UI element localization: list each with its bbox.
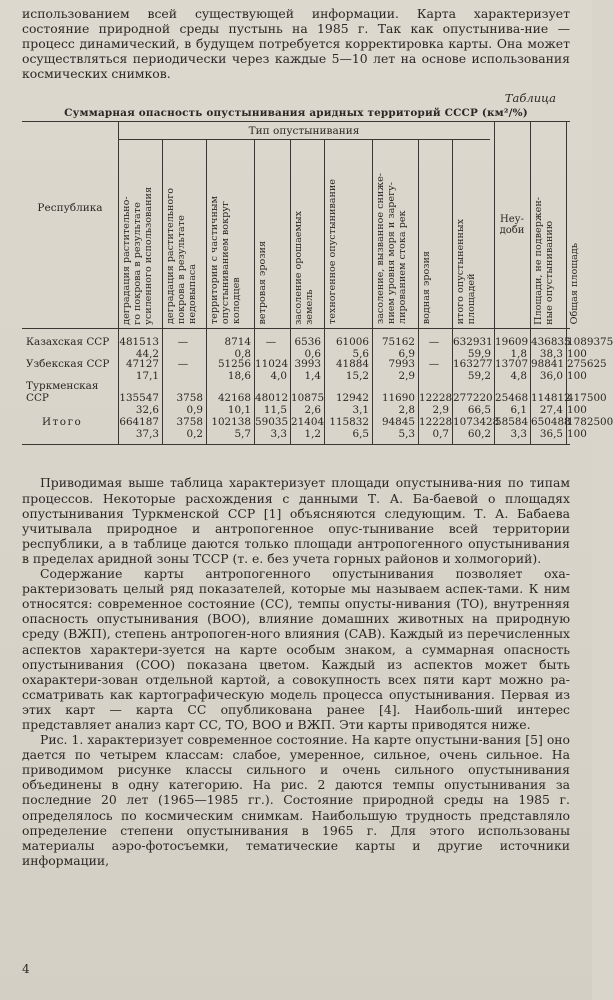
table-cell-area: 1073428 xyxy=(453,416,500,429)
paragraph-1: Приводимая выше таблица характеризует площади опустынива-ния по типам процессов. Некоторые расхождения с данными Т. А. Ба-баевой о площадях опустынивания Туркменской ССР [1] объясняются следующим. Т. А. Бабаева учитывала природное и антропогенное опус-тынивание всей территории республики, а в таблице даются только площади антропогенного опустынивания в пределах аридной зоны ТССР (т. е. без учета горных районов и холмогорий). xyxy=(22,475,570,566)
table-cell-area: 10875 xyxy=(291,392,325,405)
table-cell-percent: 6,5 xyxy=(352,428,369,441)
table-cell-area: 11690 xyxy=(381,392,415,405)
table-row-name: Итого xyxy=(42,416,83,429)
table-cell-percent: 10,1 xyxy=(227,404,251,417)
table-cell-area: 664187 xyxy=(119,416,159,429)
column-header: засоление, вызванное сниже- нием уровня моря и зарегу- лированием стока рек xyxy=(375,173,408,325)
table-cell-area: 19609 xyxy=(495,336,529,349)
table-label: Таблица xyxy=(504,91,556,106)
table-cell-percent: 59,2 xyxy=(467,370,491,383)
table-cell-percent: 5,7 xyxy=(234,428,251,441)
table-cell-area: 13707 xyxy=(495,358,529,371)
column-header: засоление орошаемых земель xyxy=(293,210,315,325)
table-cell-percent: 37,3 xyxy=(135,428,159,441)
table-row-name: Узбекская ССР xyxy=(26,358,110,371)
table-cell-area: 11024 xyxy=(255,358,289,371)
table-cell-area: 3758 xyxy=(176,392,203,405)
table-cell-area: 102138 xyxy=(211,416,251,429)
table-cell-area: 41884 xyxy=(335,358,369,371)
table-cell-percent: 4,8 xyxy=(510,370,527,383)
table-cell-percent: 32,6 xyxy=(135,404,159,417)
paragraph-3: Рис. 1. характеризует современное состояние. На карте опустыни-вания [5] оно дается по четырем классам: слабое, умеренное, сильное, очень сильное. На приводимом рисунке классы сильного и очень сильного опустынивания объединены в одну категорию. На рис. 2 даются темпы опустынивания за последние 20 лет (1965—1985 гг.). Состояние природной среды на 1985 г. определялось по космическим снимкам. Наибольшую трудность представляло определение степени опустынивания в 1965 г. Для этого использованы материалы аэро-фотосъемки, тематические карты и другие источники информации, xyxy=(22,732,570,868)
table-cell-area: 6536 xyxy=(294,336,321,349)
table-cell-area: — xyxy=(428,336,440,349)
header-republic: Республика xyxy=(37,202,103,215)
table-cell-percent: 27,4 xyxy=(539,404,563,417)
table-row-name: Туркменская ССР xyxy=(26,380,99,405)
table-cell-area: 75162 xyxy=(381,336,415,349)
table-cell-area: 436835 xyxy=(531,336,571,349)
column-header: деградация растительно- го покрова в результате усиленного использования xyxy=(121,186,154,325)
table-cell-area: 59035 xyxy=(255,416,289,429)
table-cell-area: 650488 xyxy=(531,416,571,429)
paragraph-2: Содержание карты антропогенного опустынивания позволяет оха-рактеризовать целый ряд показателей, которые мы называем аспек-тами. К ним относятся: современное состояние (СС), темпы опусты-нивания (ТО), внутренняя опасность опустынивания (ВОО), влияние домашних животных на природную среду (ВЖП), степень антропоген-ного влияния (САВ). Каждый из перечисленных аспектов характери-зуется на карте особым знаком, а суммарная опасность опустынивания (СОО) показана цветом. Каждый из аспектов может быть охарактери-зован отдельной картой, а совокупность всех пяти карт можно ра-ссматривать как картографическую модель процесса опустынивания. Первая из этих карт — карта СС опубликована ранее [4]. Наиболь-ший интерес представляет анализ карт СС, ТО, ВОО и ВЖП. Эти карты приводятся ниже. xyxy=(22,566,570,732)
table-cell-area: 12228 xyxy=(419,416,453,429)
table-cell-percent: 2,9 xyxy=(398,370,415,383)
data-table: Республика Тип опустынивания деградация растительно- го покрова в результате усиленного использования деградация растительного покрова в результате недовыпаса территории с частичным опустыниванием вокруг колодцев ветровая эрозия засоление орошаемых земель техногенное опустынивание засоление, вызванное сниже- нием уровня моря и зарегу- лированием стока рек водная эрозия итого опустыненных площадей Неу- доби Площади, не подвержен- ные опустыниванию Общая площадь Казахская ССР 481513 — 8714 — 6536 61006 75162 — 632931 19609 436835 1089375 44,2 0,8 0,6 5,6 6,9 59,9 1,8 38,3 100 Узбекская ССР 47127 — 51256 11024 3993 41884 7993 — 163277 13707 98841 275625 17,1 18,6 4,0 1,4 15,2 2,9 59,2 4,8 36,0 100 Туркменская ССР 135547 3758 42168 48012 10875 12942 11690 12228 277220 25468 114812 417500 32,6 0,9 10,1 11,5 2,6 3,1 2,8 2,9 66,5 6,1 27,4 100 Итого 664187 3758 102138 59035 21404 115832 94845 12228 1073428 58584 650488 1782500 37,3 0,2 5,7 3,3 1,2 6,5 5,3 0,7 60,2 3,3 36,5 100 xyxy=(22,121,570,445)
table-cell-percent: 38,3 xyxy=(539,348,563,361)
header-desertification-type: Тип опустынивания xyxy=(248,125,360,138)
table-cell-percent: 2,8 xyxy=(398,404,415,417)
table-cell-percent: 1,2 xyxy=(304,428,321,441)
table-cell-area: 481513 xyxy=(119,336,159,349)
top-paragraph: использованием всей существующей информации. Карта характеризует состояние природной среды пустынь на 1985 г. Так как опустынива-ние — процесс динамический, в будущем потребуется корректировка карты. Она может осуществляться периодически через каждые 5—10 лет на основе использования космических снимков. xyxy=(22,6,570,82)
table-cell-area: — xyxy=(265,336,277,349)
table-cell-area: 42168 xyxy=(217,392,251,405)
table-cell-percent: 3,3 xyxy=(270,428,287,441)
table-cell-area: 58584 xyxy=(495,416,529,429)
table-cell-percent: 0,6 xyxy=(304,348,321,361)
column-header: итого опустыненных площадей xyxy=(455,219,477,325)
table-cell-area: 51256 xyxy=(217,358,251,371)
column-header: Общая площадь xyxy=(569,243,580,325)
table-cell-percent: 2,6 xyxy=(304,404,321,417)
table-cell-area: 135547 xyxy=(119,392,159,405)
table-cell-percent: 17,1 xyxy=(135,370,159,383)
table-cell-area: 98841 xyxy=(531,358,565,371)
table-cell-percent: 59,9 xyxy=(467,348,491,361)
table-cell-area: 7993 xyxy=(388,358,415,371)
table-cell-percent: 6,1 xyxy=(510,404,527,417)
table-cell-area: 12942 xyxy=(335,392,369,405)
table-cell-percent: 3,1 xyxy=(352,404,369,417)
column-header-neudobi: Неу- доби xyxy=(499,214,525,237)
table-cell-percent: 5,6 xyxy=(352,348,369,361)
table-cell-percent: 0,7 xyxy=(432,428,449,441)
table-cell-percent: 1,4 xyxy=(304,370,321,383)
table-cell-area: 3993 xyxy=(294,358,321,371)
table-cell-percent: 2,9 xyxy=(432,404,449,417)
table-cell-percent: 1,8 xyxy=(510,348,527,361)
column-header: техногенное опустынивание xyxy=(327,179,338,325)
column-header: деградация растительного покрова в результате недовыпаса xyxy=(165,188,198,325)
table-row-name: Казахская ССР xyxy=(26,336,110,349)
column-header: ветровая эрозия xyxy=(257,240,268,325)
table-cell-percent: 11,5 xyxy=(263,404,287,417)
page-number: 4 xyxy=(22,962,30,976)
table-cell-area: 94845 xyxy=(381,416,415,429)
table-cell-percent: 0,9 xyxy=(186,404,203,417)
table-cell-percent: 60,2 xyxy=(467,428,491,441)
table-cell-percent: 36,5 xyxy=(539,428,563,441)
table-cell-percent: 18,6 xyxy=(227,370,251,383)
table-cell-area: 47127 xyxy=(125,358,159,371)
table-cell-area: — xyxy=(177,336,189,349)
table-cell-area: 48012 xyxy=(255,392,289,405)
table-cell-percent: 15,2 xyxy=(345,370,369,383)
table-cell-percent: 3,3 xyxy=(510,428,527,441)
column-header: водная эрозия xyxy=(421,251,432,325)
table-cell-percent: 36,0 xyxy=(539,370,563,383)
table-cell-area: 115832 xyxy=(329,416,369,429)
table-cell-percent: 0,2 xyxy=(186,428,203,441)
column-header: территории с частичным опустыниванием вокруг колодцев xyxy=(209,196,242,325)
table-cell-percent: 0,8 xyxy=(234,348,251,361)
table-cell-area: 25468 xyxy=(495,392,529,405)
table-cell-area: 3758 xyxy=(176,416,203,429)
table-cell-percent: 44,2 xyxy=(135,348,159,361)
table-cell-area: 632931 xyxy=(453,336,493,349)
table-cell-area: 163277 xyxy=(453,358,493,371)
table-header xyxy=(22,122,580,329)
body-text xyxy=(22,475,570,867)
table-cell-area: 114812 xyxy=(531,392,571,405)
header-type-underline xyxy=(118,139,490,140)
column-header: Площади, не подвержен- ные опустыниванию xyxy=(533,196,555,325)
table-title: Суммарная опасность опустынивания аридных территорий СССР (км²/%) xyxy=(64,107,528,120)
table-cell-percent: 5,3 xyxy=(398,428,415,441)
table-cell-area: 277220 xyxy=(453,392,493,405)
table-cell-area: 21404 xyxy=(291,416,325,429)
table-cell-percent: 66,5 xyxy=(467,404,491,417)
table-cell-area: 61006 xyxy=(335,336,369,349)
table-cell-percent: 6,9 xyxy=(398,348,415,361)
table-cell-area: — xyxy=(428,358,440,371)
table-cell-area: 12228 xyxy=(419,392,453,405)
table-cell-area: — xyxy=(177,358,189,371)
table-cell-area: 8714 xyxy=(224,336,251,349)
table-cell-percent: 4,0 xyxy=(270,370,287,383)
